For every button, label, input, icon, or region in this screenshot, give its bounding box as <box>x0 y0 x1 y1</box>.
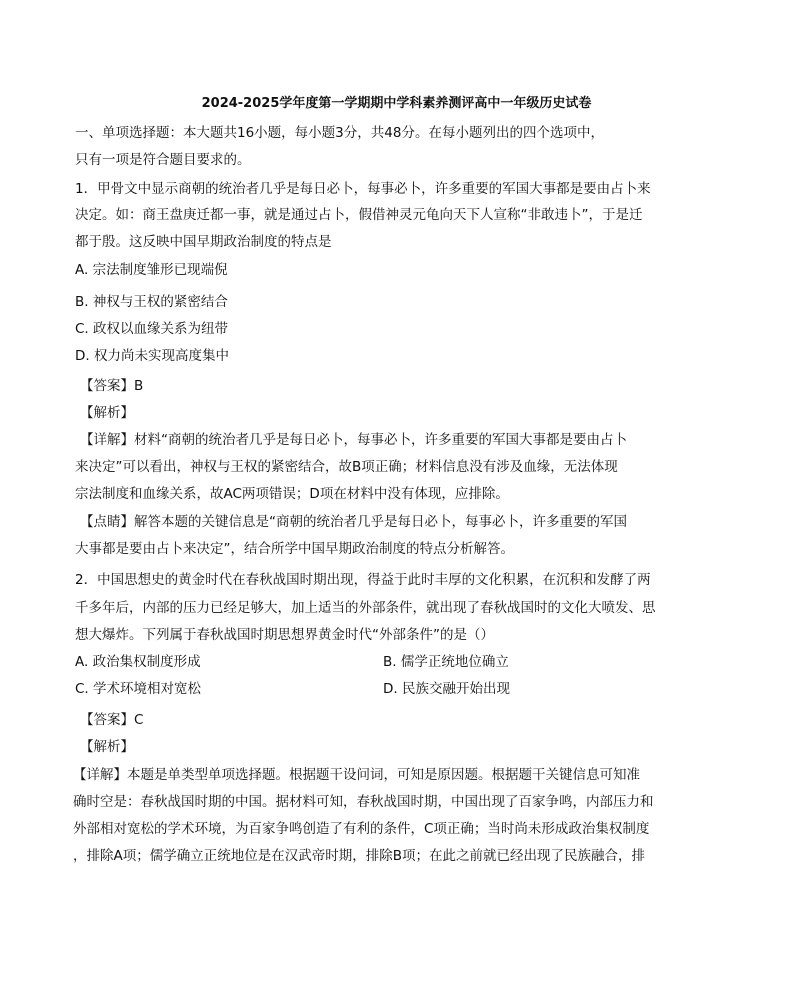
question-stem-line: 千多年后，内部的压力已经足够大，加上适当的外部条件，就出现了春秋战国时的文化大喷发、思 <box>75 600 656 616</box>
option-a: A. 政治集权制度形成 <box>75 654 201 670</box>
section-heading: 一、单项选择题：本大题共16小题，每小题3分，共48分。在每小题列出的四个选项中， <box>75 125 604 141</box>
option-c: C. 政权以血缘关系为纽带 <box>75 321 229 337</box>
question-stem-line: 都于殷。这反映中国早期政治制度的特点是 <box>75 234 332 250</box>
tip-line: 大事都是要由占卜来决定”，结合所学中国早期政治制度的特点分析解答。 <box>75 541 514 557</box>
answer-label: 【答案】C <box>80 712 144 728</box>
tip-line: 【点睛】解答本题的关键信息是“商朝的统治者几乎是每日必卜，每事必卜，许多重要的军国 <box>80 514 627 530</box>
detail-line: 确时空是：春秋战国时期的中国。据材料可知，春秋战国时期，中国出现了百家争鸣，内部压力和 <box>73 794 654 810</box>
question-stem-line: 1．甲骨文中显示商朝的统治者几乎是每日必卜，每事必卜，许多重要的军国大事都是要由占卜来 <box>75 181 651 197</box>
exam-title: 2024-2025学年度第一学期期中学科素养测评高中一年级历史试卷 <box>201 96 592 111</box>
question-stem-line: 2．中国思想史的黄金时代在春秋战国时期出现，得益于此时丰厚的文化积累，在沉积和发酵了两 <box>75 572 651 588</box>
section-heading-cont: 只有一项是符合题目要求的。 <box>75 152 251 168</box>
answer-label: 【答案】B <box>80 378 144 394</box>
detail-line: 【详解】本题是单类型单项选择题。根据题干设问词，可知是原因题。根据题干关键信息可知准 <box>73 767 640 783</box>
question-stem-line: 决定。如：商王盘庚迁都一事，就是通过占卜，假借神灵元龟向天下人宣称“非敢违卜”，于是迁 <box>75 207 643 223</box>
option-b: B. 神权与王权的紧密结合 <box>75 294 228 310</box>
detail-line: 来决定”可以看出，神权与王权的紧密结合，故B项正确；材料信息没有涉及血缘，无法体现 <box>75 459 618 475</box>
option-d: D. 民族交融开始出现 <box>383 681 510 697</box>
detail-line: 外部相对宽松的学术环境，为百家争鸣创造了有利的条件，C项正确；当时尚未形成政治集权制度 <box>73 821 650 837</box>
detail-line: ，排除A项；儒学确立正统地位是在汉武帝时期，排除B项；在此之前就已经出现了民族融合，排 <box>73 848 645 864</box>
option-d: D. 权力尚未实现高度集中 <box>75 348 229 364</box>
option-b: B. 儒学正统地位确立 <box>383 654 509 670</box>
analysis-label: 【解析】 <box>80 739 134 755</box>
analysis-label: 【解析】 <box>80 405 134 421</box>
question-stem-line: 想大爆炸。下列属于春秋战国时期思想界黄金时代“外部条件”的是（） <box>75 627 494 643</box>
option-a: A. 宗法制度雏形已现端倪 <box>75 262 228 278</box>
option-c: C. 学术环境相对宽松 <box>75 681 202 697</box>
detail-line: 宗法制度和血缘关系，故AC两项错误；D项在材料中没有体现，应排除。 <box>75 486 509 502</box>
detail-line: 【详解】材料“商朝的统治者几乎是每日必卜，每事必卜，许多重要的军国大事都是要由占卜 <box>80 432 627 448</box>
